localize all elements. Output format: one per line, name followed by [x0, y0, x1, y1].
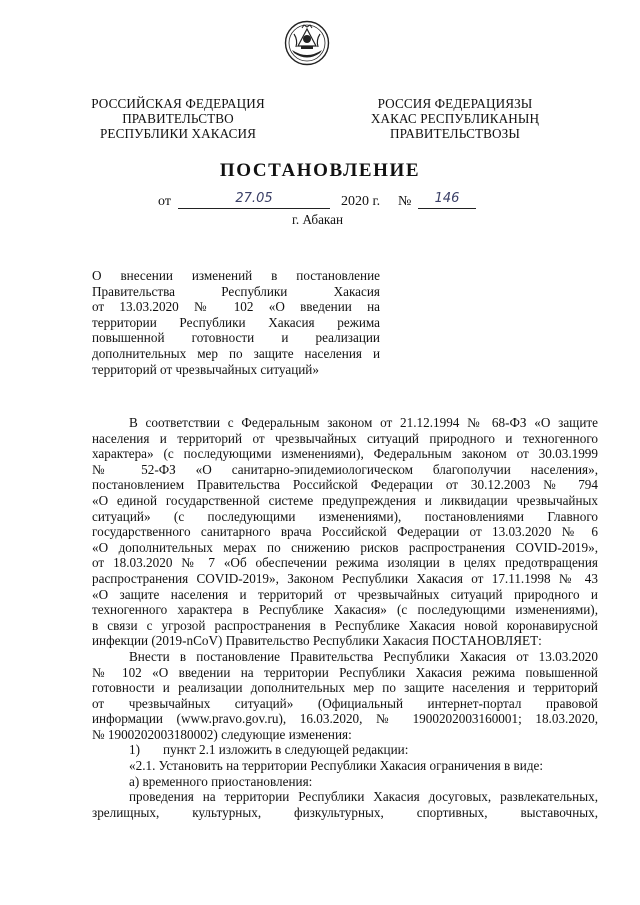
body-line: «2.1. Установить на территории Республики Хакасия ограничения в виде:: [129, 758, 544, 774]
subject-line: Правительства Республики Хакасия: [92, 283, 380, 299]
header-left: [78, 96, 278, 141]
date-value: 27.05: [178, 191, 330, 209]
body-line: техногенного характера в Республике Хакасия» (с последующими изменениями),: [92, 602, 598, 618]
subject-line: территории Республики Хакасия режима: [92, 314, 380, 330]
body-line: «О дополнительных мерах по снижению рисков распространения COVID-2019»,: [92, 539, 598, 555]
body-line: распространения COVID-2019», Законом Республики Хакасия от 17.11.1998 № 43: [92, 570, 598, 586]
date-number-line: [158, 191, 498, 213]
item-text: пункт 2.1 изложить в следующей редакции:: [163, 742, 409, 758]
header-right-line: ХАКАС РЕСПУБЛИКАНЫҢ: [370, 111, 540, 126]
body-line: В соответствии с Федеральным законом от 21.12.1994 № 68-ФЗ «О защите: [129, 415, 598, 430]
body-line: Внести в постановление Правительства Республики Хакасия от 13.03.2020: [129, 648, 598, 664]
header-left-line: РОССИЙСКАЯ ФЕДЕРАЦИЯ: [91, 96, 265, 111]
body-line: от чрезвычайных ситуаций» (Официальный интернет-портал правовой: [92, 695, 598, 711]
year-label: 2020 г.: [341, 194, 381, 209]
body-line: готовности и реализации дополнительных мер по защите населения и территорий: [92, 680, 598, 696]
body-line: зрелищных, культурных, физкультурных, спортивных, выставочных,: [92, 804, 598, 820]
body-line: № 52-ФЗ «О санитарно-эпидемиологическом благополучии населения»,: [92, 461, 598, 477]
header-right: [350, 96, 560, 141]
body-line: ситуаций» (с последующими изменениями), постановлениями Главного: [92, 508, 598, 524]
header-left-line: ПРАВИТЕЛЬСТВО: [122, 111, 234, 126]
city-label: г. Абакан: [292, 212, 344, 227]
header-right-line: ПРАВИТЕЛЬСТВОЗЫ: [390, 126, 520, 141]
body-line: инфекции (2019-nCoV) Правительство Республики Хакасия ПОСТАНОВЛЯЕТ:: [92, 633, 542, 649]
number-label: №: [398, 194, 412, 209]
body-line: государственного санитарного врача Российской Федерации от 13.03.2020 № 6: [92, 524, 598, 540]
body-line: а) временного приостановления:: [129, 773, 313, 789]
number-value: 146: [418, 191, 476, 209]
coat-of-arms-icon: [284, 20, 330, 66]
item-number: 1): [129, 742, 140, 758]
body-line: информации (www.pravo.gov.ru), 16.03.2020, № 1900202003160001; 18.03.2020,: [92, 711, 598, 727]
body-line: характера» (с последующими изменениями), Федеральным законом от 30.03.1999: [92, 446, 598, 462]
body-line: № 102 «О введении на территории Республики Хакасия режима повышенной: [92, 664, 598, 680]
header-left-line: РЕСПУБЛИКИ ХАКАСИЯ: [100, 126, 256, 141]
from-label: от: [158, 194, 171, 209]
subject-line: территорий от чрезвычайных ситуаций»: [92, 361, 319, 377]
body-line: от 18.03.2020 № 7 «Об обеспечении режима изоляции в целях предотвращения: [92, 555, 598, 571]
document-title: ПОСТАНОВЛЕНИЕ: [219, 160, 421, 181]
body-text: [92, 415, 598, 820]
body-line: населения и территорий от чрезвычайных ситуаций природного и техногенного: [92, 430, 598, 446]
subject-line: О внесении изменений в постановление: [92, 268, 380, 283]
body-line: в связи с угрозой распространения в Республике Хакасия новой коронавирусной: [92, 617, 598, 633]
subject-line: от 13.03.2020 № 102 «О введении на: [92, 299, 380, 315]
body-line: постановлением Правительства Российской Федерации от 30.12.2003 № 794: [92, 477, 598, 493]
body-line: № 1900202003180002) следующие изменения:: [92, 726, 352, 742]
list-item: [92, 742, 598, 758]
header-right-line: РОССИЯ ФЕДЕРАЦИЯЗЫ: [377, 96, 533, 111]
body-line: проведения на территории Республики Хакасия досуговых, развлекательных,: [129, 789, 598, 805]
subject-line: дополнительных мер по защите населения и: [92, 345, 380, 361]
subject-line: повышенной готовности и реализации: [92, 330, 380, 346]
subject-block: [92, 268, 380, 377]
body-line: «О единой государственной системе предупреждения и ликвидации чрезвычайных: [92, 492, 598, 508]
body-line: «О защите населения и территорий от чрезвычайных ситуаций природного и: [92, 586, 598, 602]
